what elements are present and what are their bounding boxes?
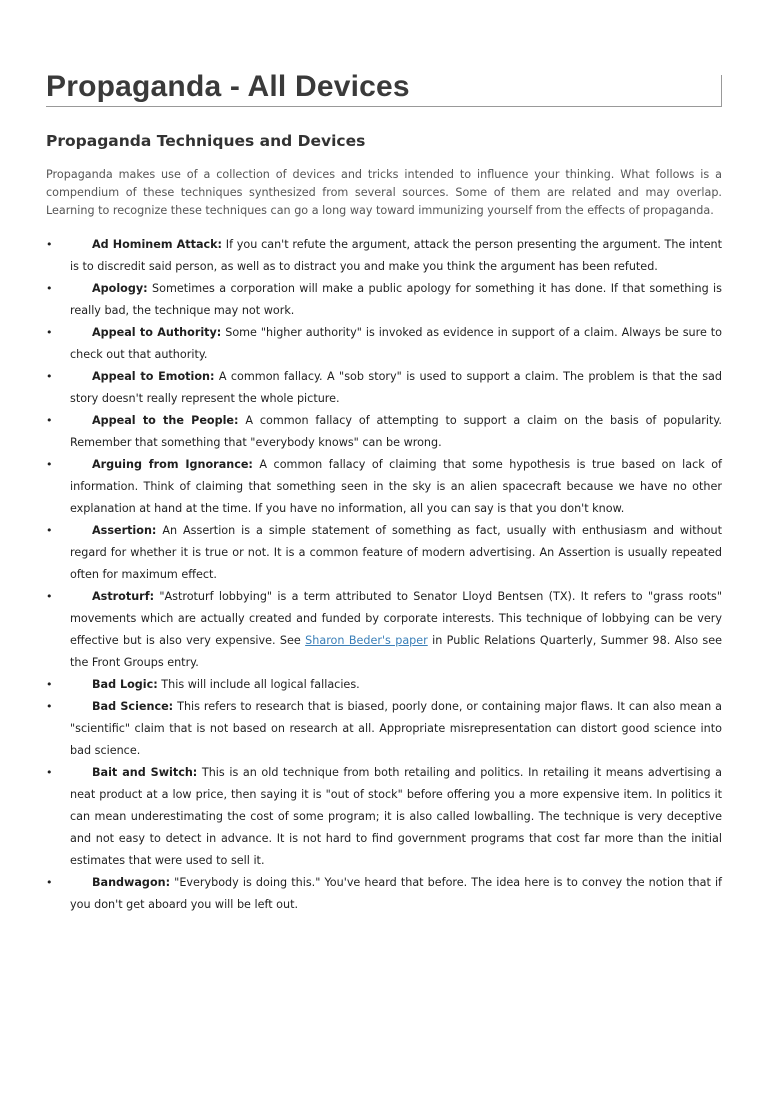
list-item: [46, 278, 722, 322]
list-item: [46, 234, 722, 278]
bullet-marker: •: [46, 326, 53, 339]
bullet-marker: •: [46, 700, 53, 713]
item-term: Bandwagon:: [92, 876, 171, 889]
bullet-marker: •: [46, 458, 53, 471]
list-item: [46, 366, 722, 410]
section-heading: Propaganda Techniques and Devices: [46, 132, 366, 150]
item-term: Appeal to Authority:: [92, 326, 222, 339]
bullet-marker: •: [46, 876, 53, 889]
item-term: Astroturf:: [92, 590, 155, 603]
bullet-marker: •: [46, 524, 53, 537]
item-text: A common fallacy of attempting to support a claim on the basis of popularity. Remember that something that "everybody knows" can be wrong.: [70, 414, 722, 449]
list-item: [46, 520, 722, 586]
sharon-beder-paper-link[interactable]: Sharon Beder's paper: [305, 634, 428, 647]
list-item: [46, 696, 722, 762]
intro-paragraph: Propaganda makes use of a collection of devices and tricks intended to influence your thinking. What follows is a compendium of these techniques synthesized from several sources. Some of them are related and may overlap. Learning to recognize these techniques can go a long way toward immunizing yourself from the effects of propaganda.: [46, 168, 722, 217]
document-title-text: Propaganda - All Devices: [46, 70, 410, 103]
item-text: "Astroturf lobbying" is a term attributed to Senator Lloyd Bentsen (TX). It refers to "grass roots" movements which are actually created and funded by corporate interests. This technique of lobbying can be very effective but is also very expensive. See: [70, 590, 722, 647]
item-term: Bad Science:: [92, 700, 174, 713]
item-text: This is an old technique from both retailing and politics. In retailing it means advertising a neat product at a low price, then saying it is "out of stock" before offering you a more expensive item. In politics it can mean underestimating the cost of some program; it is also called lowballing. The technique is very deceptive and not easy to detect in advance. It is not hard to find government programs that cost far more than the initial estimates that were used to sell it.: [70, 766, 723, 867]
list-item: [46, 410, 722, 454]
list-item: [46, 872, 722, 916]
item-term: Apology:: [92, 282, 148, 295]
item-text: A common fallacy of claiming that some hypothesis is true based on lack of information. Think of claiming that something seen in the sky is an alien spacecraft because we have no other explanation at hand at the time. If you have no information, all you can say is that you don't know.: [70, 458, 722, 515]
bullet-marker: •: [46, 238, 53, 251]
item-text: Some "higher authority" is invoked as evidence in support of a claim. Always be sure to check out that authority.: [70, 326, 723, 361]
item-text-after-link: in Public Relations Quarterly, Summer 98. Also see the Front Groups entry.: [70, 634, 722, 669]
list-item: [46, 762, 722, 872]
bullet-marker: •: [46, 370, 53, 383]
item-text: An Assertion is a simple statement of something as fact, usually with enthusiasm and without regard for whether it is true or not. It is a common feature of modern advertising. An Assertion is usually repeated often for maximum effect.: [70, 524, 722, 581]
item-term: Bait and Switch:: [92, 766, 198, 779]
item-text: Sometimes a corporation will make a public apology for something it has done. If that something is really bad, the technique may not work.: [70, 282, 722, 317]
list-item: [46, 586, 722, 674]
item-term: Arguing from Ignorance:: [92, 458, 253, 471]
list-item: [46, 322, 722, 366]
item-term: Ad Hominem Attack:: [92, 238, 223, 251]
bullet-marker: •: [46, 766, 53, 779]
document-page: [0, 70, 768, 916]
list-item: [46, 454, 722, 520]
bullet-marker: •: [46, 590, 53, 603]
item-text: "Everybody is doing this." You've heard that before. The idea here is to convey the notion that if you don't get aboard you will be left out.: [70, 876, 722, 911]
item-text: A common fallacy. A "sob story" is used to support a claim. The problem is that the sad story doesn't really represent the whole picture.: [70, 370, 723, 405]
technique-list: [46, 234, 722, 916]
item-term: Appeal to Emotion:: [92, 370, 215, 383]
title-rule-tick: [721, 75, 722, 107]
bullet-marker: •: [46, 282, 53, 295]
bullet-marker: •: [46, 414, 53, 427]
item-term: Assertion:: [92, 524, 157, 537]
item-text: This refers to research that is biased, poorly done, or containing major flaws. It can also mean a "scientific" claim that is not based on research at all. Appropriate misrepresentation can distort good science into bad science.: [70, 700, 722, 757]
item-text: This will include all logical fallacies.: [157, 678, 360, 691]
item-term: Bad Logic:: [92, 678, 158, 691]
list-item: [46, 674, 722, 696]
document-title: [46, 70, 722, 107]
item-text: If you can't refute the argument, attack the person presenting the argument. The intent is to discredit said person, as well as to distract you and make you think the argument has been refuted.: [70, 238, 723, 273]
item-term: Appeal to the People:: [92, 414, 239, 427]
bullet-marker: •: [46, 678, 53, 691]
